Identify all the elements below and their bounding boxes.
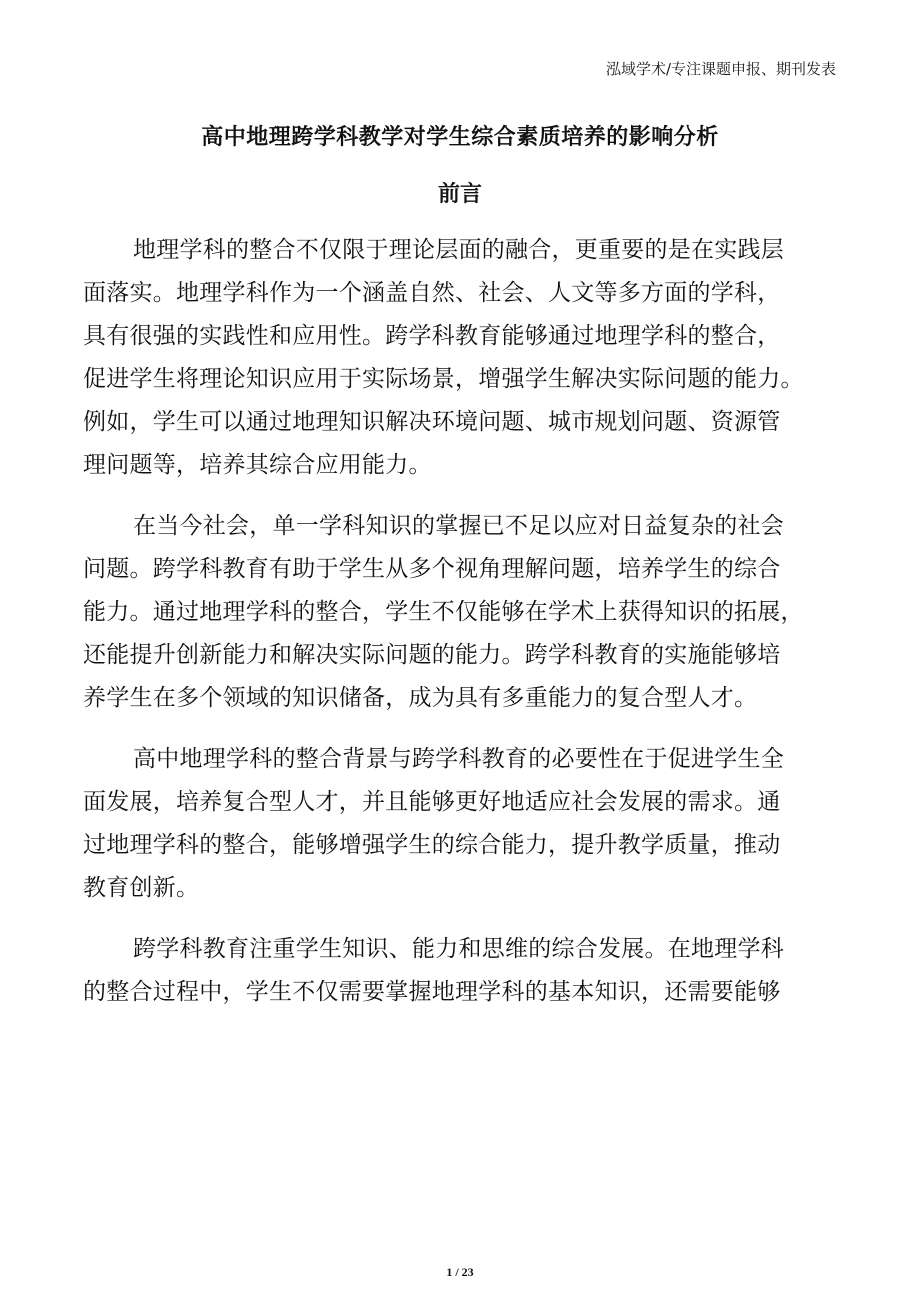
page-number: 1 / 23	[446, 1265, 474, 1279]
paragraph-3	[83, 738, 853, 910]
paragraph-line: 理问题等，培养其综合应用能力。	[83, 452, 432, 478]
paragraph-line: 问题。跨学科教育有助于学生从多个视角理解问题，培养学生的综合	[83, 556, 781, 582]
paragraph-line: 高中地理学科的整合背景与跨学科教育的必要性在于促进学生全	[133, 746, 784, 772]
paragraph-line: 面落实。地理学科作为一个涵盖自然、社会、人文等多方面的学科，	[83, 280, 781, 306]
section-heading: 前言	[437, 182, 482, 207]
paragraph-line: 跨学科教育注重学生知识、能力和思维的综合发展。在地理学科	[133, 936, 784, 962]
paragraph-line: 养学生在多个领域的知识储备，成为具有多重能力的复合型人才。	[83, 685, 758, 711]
header-note: 泓域学术/专注课题申报、期刊发表	[605, 60, 836, 78]
paragraph-line: 过地理学科的整合，能够增强学生的综合能力，提升教学质量，推动	[83, 832, 781, 858]
paragraph-2	[83, 505, 853, 720]
paragraph-line: 面发展，培养复合型人才，并且能够更好地适应社会发展的需求。通	[83, 789, 781, 815]
paragraph-line: 能力。通过地理学科的整合，学生不仅能够在学术上获得知识的拓展，	[83, 599, 804, 625]
paragraph-line: 的整合过程中，学生不仅需要掌握地理学科的基本知识，还需要能够	[83, 979, 781, 1005]
paragraph-line: 地理学科的整合不仅限于理论层面的融合，更重要的是在实践层	[133, 237, 784, 263]
paragraph-line: 在当今社会，单一学科知识的掌握已不足以应对日益复杂的社会	[133, 513, 784, 539]
document-body	[83, 229, 853, 1032]
paragraph-line: 教育创新。	[83, 875, 200, 901]
paragraph-1	[83, 229, 853, 487]
paragraph-line: 例如，学生可以通过地理知识解决环境问题、城市规划问题、资源管	[83, 409, 781, 435]
paragraph-4	[83, 928, 853, 1014]
document-title: 高中地理跨学科教学对学生综合素质培养的影响分析	[201, 125, 719, 150]
paragraph-line: 具有很强的实践性和应用性。跨学科教育能够通过地理学科的整合，	[83, 323, 781, 349]
paragraph-line: 促进学生将理论知识应用于实际场景，增强学生解决实际问题的能力。	[83, 366, 804, 392]
paragraph-line: 还能提升创新能力和解决实际问题的能力。跨学科教育的实施能够培	[83, 642, 781, 668]
